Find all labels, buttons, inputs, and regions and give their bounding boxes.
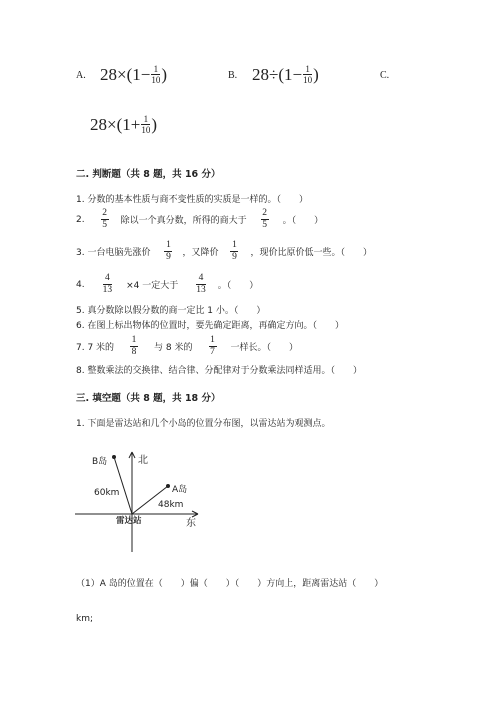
east-label: 东	[186, 518, 196, 529]
line-to-b-island	[114, 457, 132, 514]
unit-text: km;	[76, 614, 94, 624]
question-2-4: 4. $\frac{4}{13}$ ×4 一定大于 $\frac{4}{13}$ 。（ ）	[76, 273, 259, 295]
question-2-1: 1. 分数的基本性质与商不变性质的实质是一样的。（ ）	[76, 195, 308, 205]
a-island-label: A岛	[172, 485, 188, 495]
option-a-expression: 28×(1− $\frac{1}{10}$ )	[100, 64, 168, 85]
distance-b-label: 60km	[94, 488, 120, 498]
distance-a-label: 48km	[158, 500, 184, 510]
question-2-5: 5. 真分数除以假分数的商一定比 1 小。（ ）	[76, 306, 266, 316]
question-2-6: 6. 在图上标出物体的位置时，要先确定距离，再确定方向。（ ）	[76, 321, 344, 331]
question-2-8: 8. 整数乘法的交换律、结合律、分配律对于分数乘法同样适用。（ ）	[76, 366, 362, 376]
question-2-7: 7. 7 米的 $\frac{1}{8}$ 与 8 米的 $\frac{1}{7}$ 一样长。（ ）	[76, 335, 299, 357]
section-2-title: 二. 判断题（共 8 题，共 16 分）	[76, 169, 221, 180]
option-b-expression: 28÷(1− $\frac{1}{10}$ )	[252, 64, 319, 85]
b-island-label: B岛	[92, 457, 108, 467]
radar-position-diagram	[70, 446, 220, 556]
a-island-point	[166, 484, 170, 488]
question-2-3: 3. 一台电脑先涨价 $\frac{1}{9}$ ，又降价 $\frac{1}{9}$ ，现价比原价低一些。（ ）	[76, 240, 372, 262]
option-c-expression: 28×(1+ $\frac{1}{10}$ )	[90, 114, 158, 135]
question-3-1: 1. 下面是雷达站和几个小岛的位置分布图，以雷达站为观测点。	[76, 419, 331, 429]
north-label: 北	[138, 455, 148, 466]
question-2-2: 2. $\frac{2}{5}$ 除以一个真分数，所得的商大于 $\frac{2}{5}$ 。（ ）	[76, 208, 324, 230]
option-a-label: A.	[76, 70, 86, 81]
radar-station-label: 雷达站	[116, 516, 142, 526]
option-c-label: C.	[380, 70, 390, 81]
b-island-point	[112, 455, 116, 459]
option-b-label: B.	[228, 70, 238, 81]
section-3-title: 三. 填空题（共 8 题，共 18 分）	[76, 393, 221, 404]
question-3-1-sub-1: （1）A 岛的位置在（ ）偏（ ）（ ）方向上，距离雷达站（ ）	[76, 579, 384, 589]
